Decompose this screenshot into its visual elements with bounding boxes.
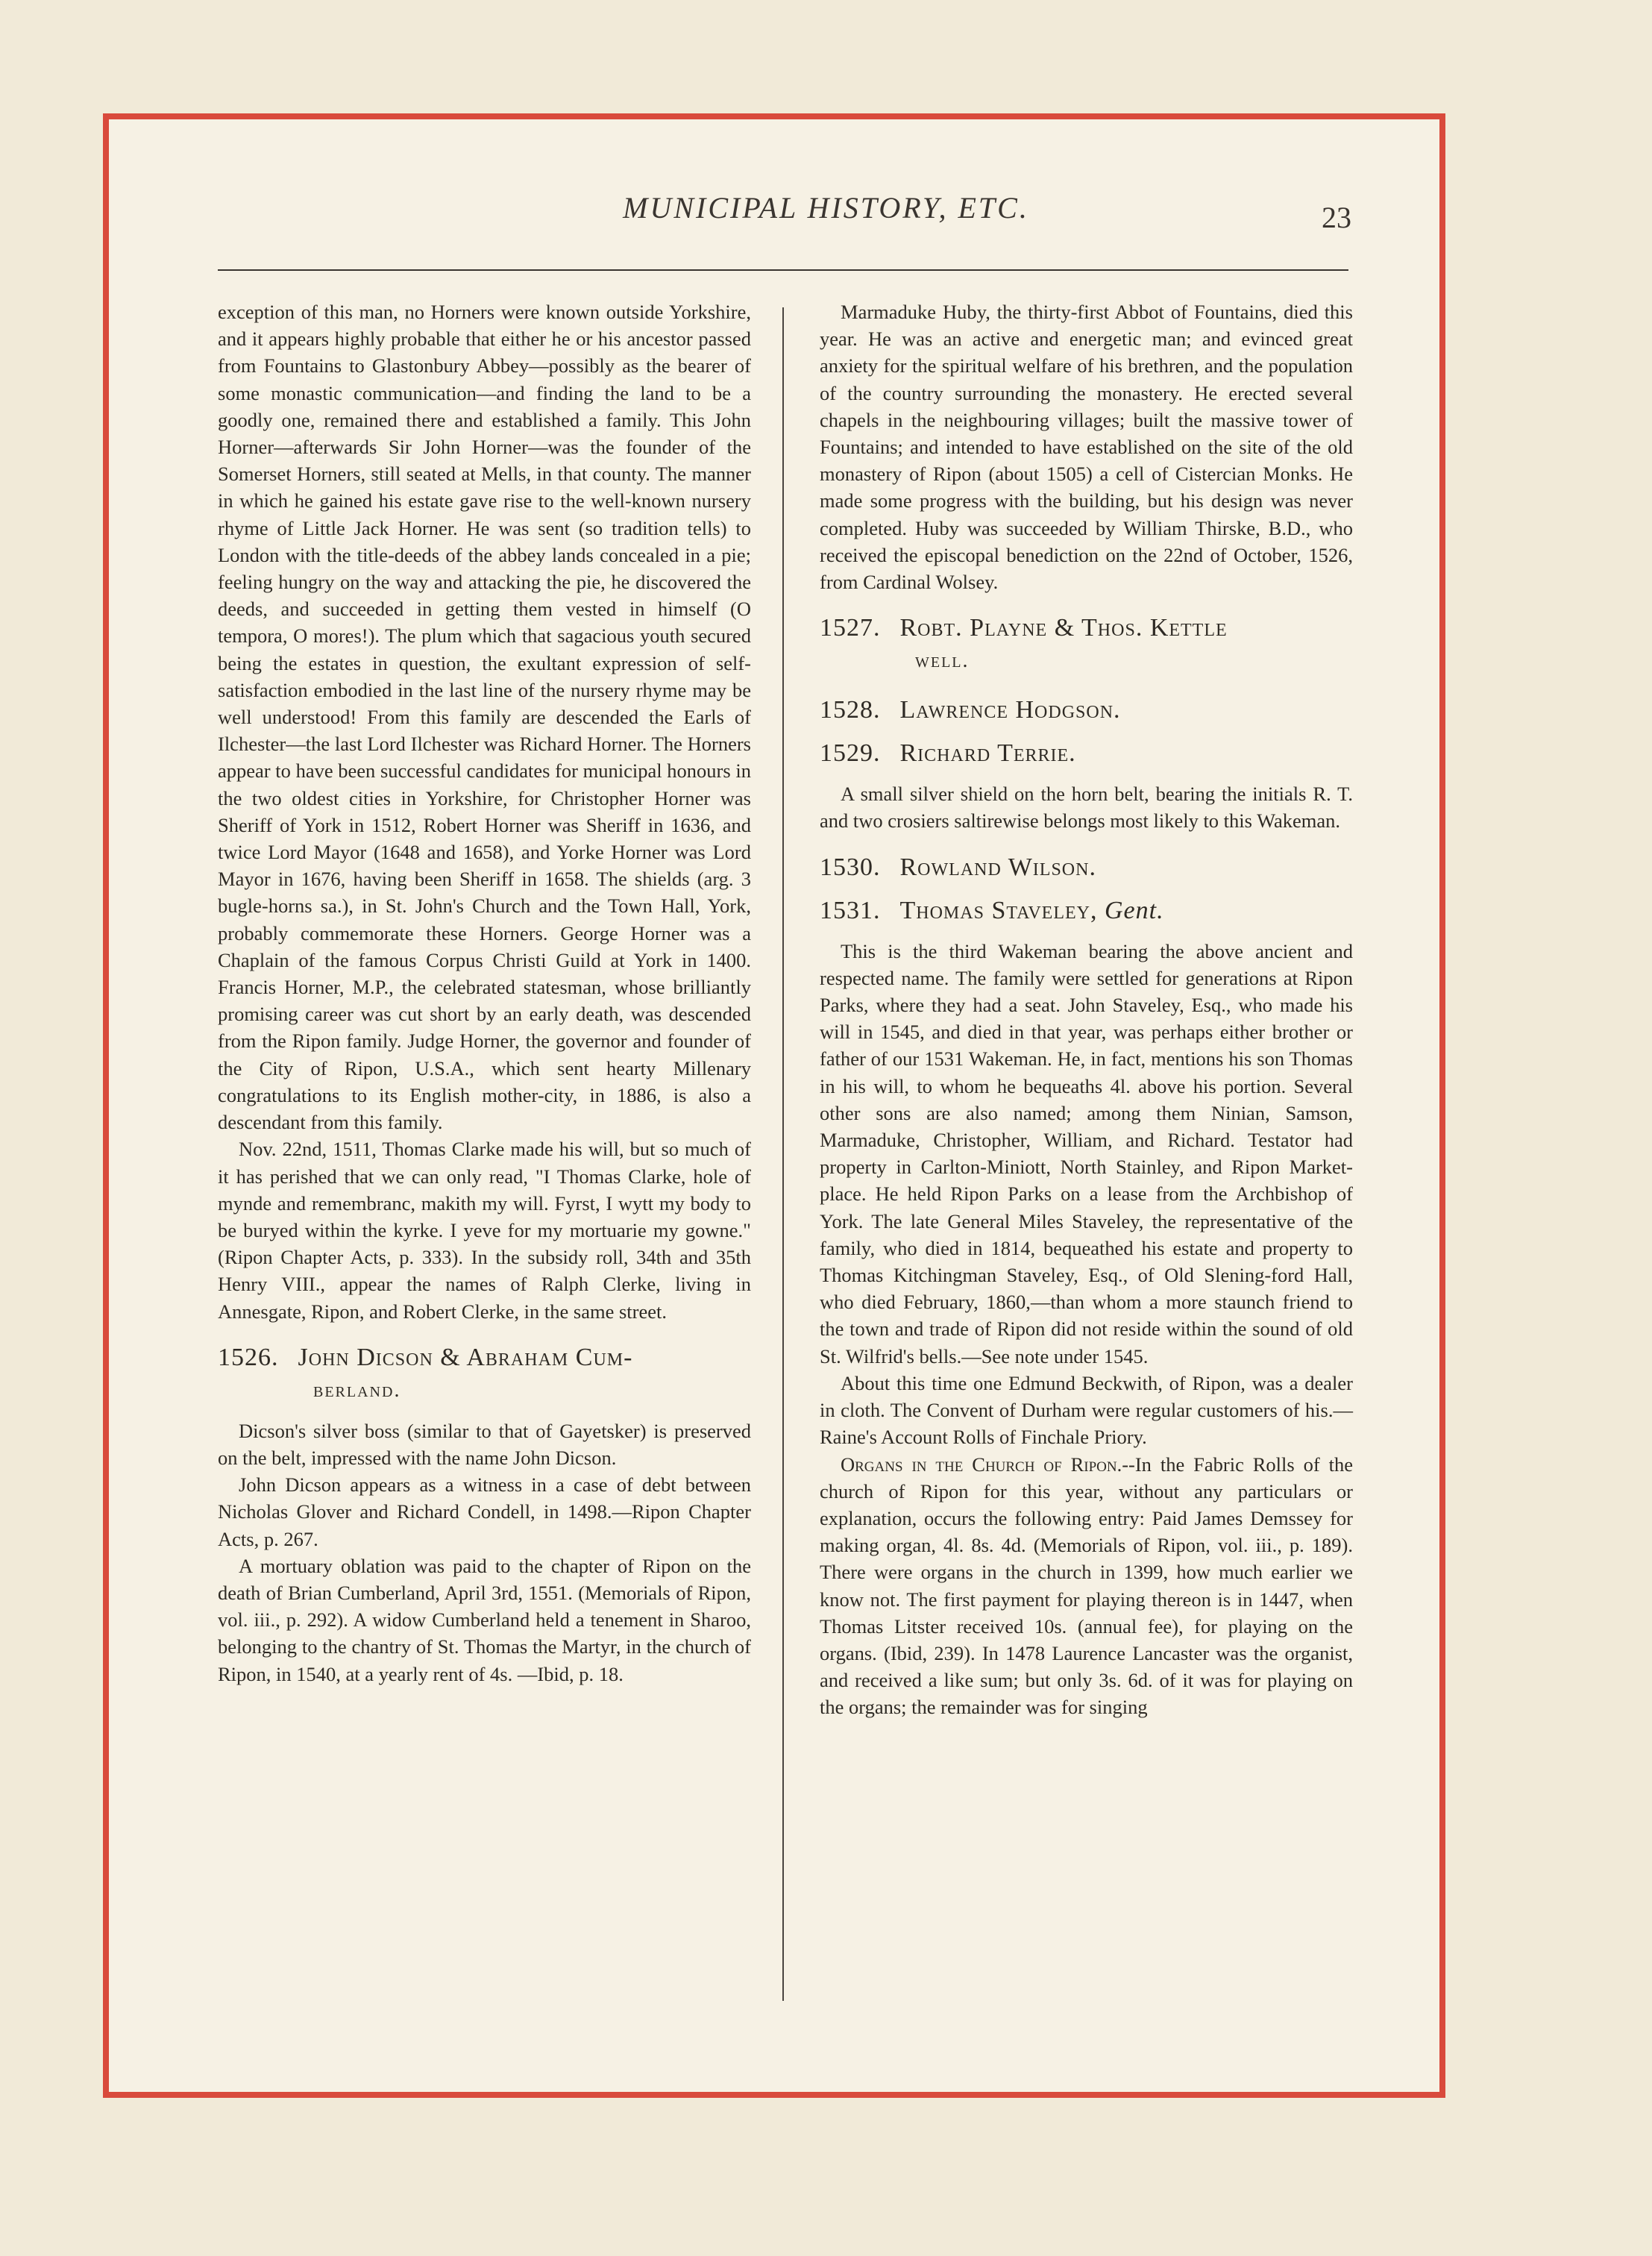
left-column — [218, 298, 751, 1688]
entry-name: Rowland Wilson. — [899, 853, 1096, 881]
wakeman-entry-1530 — [820, 851, 1353, 884]
entry-year: 1530. — [820, 853, 881, 881]
paragraph: John Dicson appears as a witness in a case of debt between Nicholas Glover and Richard Condell, in 1498.—Ripon Chapter Acts, p. 267. — [218, 1473, 751, 1550]
wakeman-entry-1529 — [820, 737, 1353, 770]
entry-year: 1527. — [820, 614, 881, 642]
paragraph — [820, 1451, 1353, 1721]
page-number: 23 — [1322, 201, 1351, 234]
wakeman-entry-1531 — [820, 894, 1353, 927]
paragraph: exception of this man, no Horners were known outside Yorkshire, and it appears highly probable that either he or his ancestor passed from Fountains to Glastonbury Abbey—possibly as the bearer of some monastic communication—and finding the land to be a goodly one, remained there and established a family. This John Horner—afterwards Sir John Horner—was the founder of the Somerset Horners, still seated at Mells, in that county. The manner in which he gained his estate gave rise to the well-known nursery rhyme of Little Jack Horner. He was sent (so tradition tells) to London with the title-deeds of the abbey lands concealed in a pie; feeling hungry on the way and attacking the pie, he discovered the deeds, and succeeded in getting them vested in himself (O tempora, O mores!). The plum which that sagacious youth secured being the estates in question, the exultant expression of self-satisfaction embodied in the last line of the nursery rhyme may be well understood! From this family are descended the Earls of Ilchester—the last Lord Ilchester was Richard Horner. The Horners appear to have been successful candidates for municipal honours in the two oldest cities in Yorkshire, for Christopher Horner was Sheriff of York in 1512, Robert Horner was Sheriff in 1636, and twice Lord Mayor (1648 and 1658), and Yorke Horner was Lord Mayor in 1676, having been Sheriff in 1658. The shields (arg. 3 bugle-horns sa.), in St. John's Church and the Town Hall, York, probably commemorate these Horners. George Horner was a Chaplain of the famous Corpus Christi Guild at York in 1400. Francis Horner, M.P., the celebrated statesman, whose brilliantly promising career was cut short by an early death, was descended from the Ripon family. Judge Horner, the governor and founder of the City of Ripon, U.S.A., which sent hearty Millenary congratulations to its English mother-city, in 1886, is also a descendant from this family. — [218, 301, 751, 1134]
column-divider — [782, 307, 784, 2001]
header-rule — [218, 269, 1348, 271]
running-title: MUNICIPAL HISTORY, ETC. — [623, 191, 1029, 225]
wakeman-entry-1527 — [820, 612, 1353, 677]
entry-year: 1529. — [820, 739, 881, 768]
paragraph: Dicson's silver boss (similar to that of Gayetsker) is preserved on the belt, impressed with the name John Dicson. — [218, 1419, 751, 1469]
paragraph: This is the third Wakeman bearing the above ancient and respected name. The family were settled for generations at Ripon Parks, where they had a seat. John Staveley, Esq., who made his will in 1545, and died in that year, was perhaps either brother or father of our 1531 Wakeman. He, in fact, mentions his son Thomas in his will, to whom he bequeaths 4l. above his portion. Several other sons are also named; among them Ninian, Samson, Marmaduke, Christopher, William, and Richard. Testator had property in Carlton-Miniott, North Stainley, and Ripon Market-place. He held Ripon Parks on a lease from the Archbishop of York. The late General Miles Staveley, the representative of the family, who died in 1814, bequeathed his estate and property to Thomas Kitchingman Staveley, Esq., of Old Slening-ford Hall, who died February, 1860,—than whom a more staunch friend to the town and trade of Ripon did not reside within the sound of old St. Wilfrid's bells.—See note under 1545. — [820, 939, 1353, 1367]
entry-name: Richard Terrie. — [899, 739, 1076, 768]
entry-year: 1531. — [820, 896, 881, 924]
paragraph-heading: Organs in the Church of Ripon. — [841, 1453, 1122, 1476]
entry-name-continuation: well. — [915, 649, 970, 673]
entry-name: John Dicson & Abraham Cum- — [298, 1343, 633, 1371]
entry-year: 1526. — [218, 1343, 279, 1371]
paragraph-body: --In the Fabric Rolls of the church of Ripon for this year, without any particulars or explanation, occurs the following entry: Paid James Demssey for making organ, 4l. 8s. 4d. (Memorials of Ripon, vol. iii., p. 189). There were organs in the church in 1399, how much earlier we know not. The first payment for playing thereon is in 1447, when Thomas Litster received 10s. (annual fee), for playing on the organs. (Ibid, 239). In 1478 Laurence Lancaster was the organist, and received a like sum; but only 3s. 6d. of it was for playing on the organs; the remainder was for singing — [820, 1453, 1353, 1719]
paragraph: A small silver shield on the horn belt, bearing the initials R. T. and two crosiers saltirewise belongs most likely to this Wakeman. — [820, 783, 1353, 833]
entry-name: Robt. Playne & Thos. Kettle — [899, 614, 1228, 642]
entry-name: Thomas Staveley, — [899, 896, 1098, 924]
wakeman-entry-1528 — [820, 694, 1353, 727]
entry-year: 1528. — [820, 696, 881, 724]
right-column — [820, 298, 1353, 1721]
paragraph: About this time one Edmund Beckwith, of Ripon, was a dealer in cloth. The Convent of Durham were regular customers of his.—Raine's Account Rolls of Finchale Priory. — [820, 1371, 1353, 1449]
entry-name: Lawrence Hodgson. — [899, 696, 1121, 724]
wakeman-entry-1526 — [218, 1341, 751, 1407]
entry-name-continuation: berland. — [313, 1378, 401, 1402]
entry-title-gent: Gent. — [1104, 896, 1164, 924]
paragraph: A mortuary oblation was paid to the chapter of Ripon on the death of Brian Cumberland, April 3rd, 1551. (Memorials of Ripon, vol. iii., p. 292). A widow Cumberland held a tenement in Sharoo, belonging to the chantry of St. Thomas the Martyr, in the church of Ripon, in 1540, at a yearly rent of 4s. —Ibid, p. 18. — [218, 1554, 751, 1685]
paragraph: Marmaduke Huby, the thirty-first Abbot of Fountains, died this year. He was an active and energetic man; and evinced great anxiety for the spiritual welfare of his brethren, and the population of the country surrounding the monastery. He erected several chapels in the neighbouring villages; built the massive tower of Fountains; and intended to have established on the site of the old monastery of Ripon (about 1505) a cell of Cistercian Monks. He made some progress with the building, but his design was never completed. Huby was succeeded by William Thirske, B.D., who received the episcopal benediction on the 22nd of October, 1526, from Cardinal Wolsey. — [820, 301, 1353, 594]
paragraph: Nov. 22nd, 1511, Thomas Clarke made his will, but so much of it has perished that we can only read, "I Thomas Clarke, hole of mynde and remembranc, makith my will. Fyrst, I wytt my body to be buryed within the kyrke. I yeve for my mortuarie my gowne." (Ripon Chapter Acts, p. 333). In the subsidy roll, 34th and 35th Henry VIII., appear the names of Ralph Clerke, living in Annesgate, Ripon, and Robert Clerke, in the same street. — [218, 1138, 751, 1323]
